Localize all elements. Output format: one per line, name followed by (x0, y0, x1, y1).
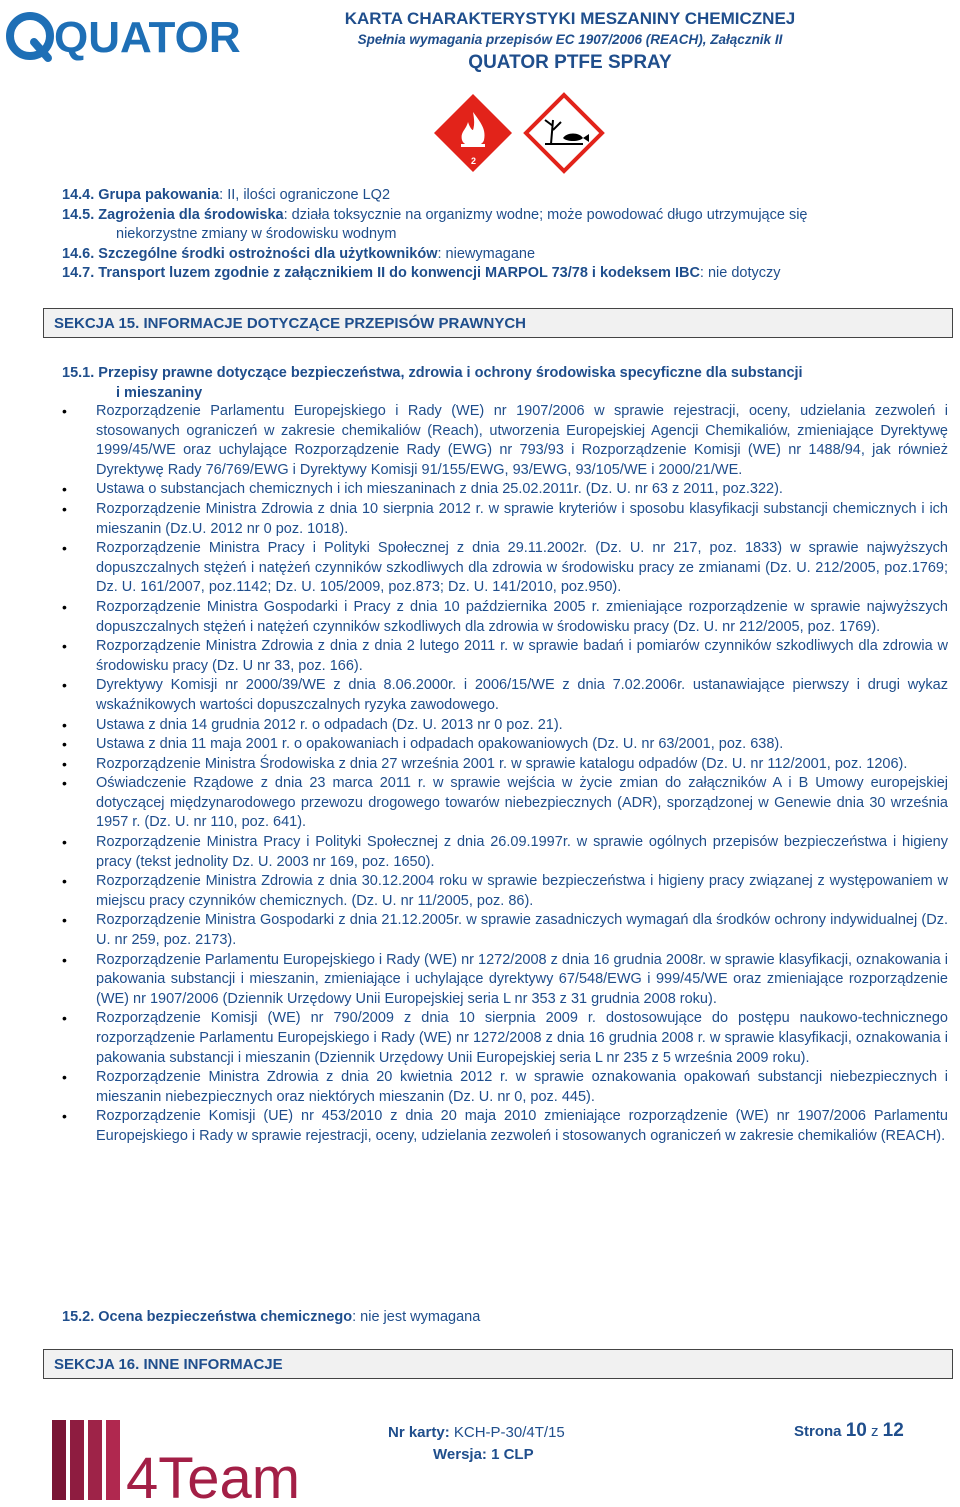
item-14-6-number: 14.6. (62, 245, 95, 262)
subsection-15-2 (62, 1307, 480, 1327)
page-footer (0, 1400, 960, 1507)
list-item: • Rozporządzenie Komisji (UE) nr 453/2010 z dnia 20 maja 2010 zmieniające rozporządzenie (WE) nr 1907/2006 Parlamentu Europejskiego i Rady w sprawie rejestracji, oceny, udzielania zezwoleń i stosowanych ograniczeń w zakresie chemikaliów (REACH). (62, 1107, 948, 1146)
item-14-6-value: : niewymagane (437, 245, 536, 262)
item-14-7-label: Transport luzem zgodnie z załącznikiem II do konwencji MARPOL 73/78 i kodeksem IBC (98, 265, 700, 282)
environment-hazard-pictogram-icon (523, 92, 605, 174)
list-item: • Rozporządzenie Komisji (WE) nr 790/2009 z dnia 10 sierpnia 2009 r. dostosowujące do postępu naukowo-technicznego rozporządzenie Parlamentu Europejskiego i Rady (WE) nr 1272/2008 z dnia 16 grudnia 2008 r. w sprawie klasyfikacji, oznakowania i pakowania substancji i mieszanin (Dziennik Urzędowy Unii Europejskiej seria L nr 235 z 5 września 2009 roku). (62, 1009, 948, 1068)
item-14-4-label: Grupa pakowania (98, 187, 220, 203)
page-header (0, 0, 960, 175)
list-item: • Rozporządzenie Ministra Zdrowia z dnia z dnia 2 lutego 2011 r. w sprawie badań i pomiarów czynników szkodliwych dla zdrowia w środowisku pracy (Dz. U nr 33, poz. 166). (62, 637, 948, 676)
list-item: • Rozporządzenie Ministra Środowiska z dnia 27 września 2001 r. w sprawie katalogu odpadów (Dz. U. nr 112/2001, poz. 1206). (62, 755, 948, 775)
list-item: • Dyrektywy Komisji nr 2000/39/WE z dnia 8.06.2000r. i 2006/15/WE z dnia 7.02.2006r. ustanawiające pierwszy i drugi wykaz wskaźnikowych wartości dopuszczalnych ryzyka zawodowego. (62, 676, 948, 715)
4team-logo (48, 1412, 301, 1507)
subsection-15-2-value: : nie jest wymagana (352, 1309, 481, 1325)
item-14-6-label: Szczególne środki ostrożności dla użytkowników (98, 245, 438, 262)
list-item: • Rozporządzenie Parlamentu Europejskiego i Rady (WE) nr 1907/2006 w sprawie rejestracji, oceny, udzielania zezwoleń i stosowanych ograniczeń w zakresie chemikaliów (Reach), utworzenia Europejskiej Agencji Chemikaliów, zmieniające Dyrektywę 1999/45/WE oraz uchylające Rozporządzenie Rady (EWG) nr 793/93 i Rozporządzenie Komisji (WE) nr 1488/94, jak również Dyrektywę Rady 76/769/EWG i Dyrektywy Komisji 91/155/EWG, 93/EWG, 93/105/WE i 2000/21/WE. (62, 402, 948, 480)
version-label: Wersja: (433, 1446, 487, 1463)
list-item: • Oświadczenie Rządowe z dnia 23 marca 2011 r. w sprawie wejścia w życie zmian do załączników A i B Umowy europejskiej dotyczącej międzynarodowego przewozu drogowego towarów niebezpiecznych (ADR), sporządzonej w Genewie dnia 30 września 1957 r. (Dz. U. nr 110, poz. 641). (62, 774, 948, 833)
item-14-5 (62, 206, 948, 245)
section-15-header: SEKCJA 15. INFORMACJE DOTYCZĄCE PRZEPISÓW PRAWNYCH (43, 308, 953, 338)
list-item: • Rozporządzenie Ministra Pracy i Polityki Społecznej z dnia 26.09.1997r. w sprawie ogólnych przepisów bezpieczeństwa i higieny pracy (tekst jednolity Dz. U. 2003 nr 169, poz. 1650). (62, 833, 948, 872)
document-title-block (220, 8, 920, 76)
item-14-4 (62, 186, 948, 206)
page-current: 10 (845, 1420, 867, 1441)
list-item: • Rozporządzenie Ministra Pracy i Polityki Społecznej z dnia 29.11.2002r. (Dz. U. nr 217, poz. 1833) w sprawie najwyższych dopuszczalnych stężeń i natężeń czynników szkodliwych dla zdrowia w środowisku pracy ze zmianami (Dz. U. 212/2005, poz.1769; Dz. U. 161/2007, poz.1142; Dz. U. 105/2009, poz.873; Dz. U. 141/2010, poz.950). (62, 539, 948, 598)
item-14-4-value: : II, ilości ograniczone LQ2 (219, 187, 391, 203)
list-item: • Rozporządzenie Ministra Zdrowia z dnia 10 sierpnia 2012 r. w sprawie kryteriów i sposobu klasyfikacji substancji chemicznych i ich mieszanin (Dz.U. 2012 nr 0 poz. 1018). (62, 500, 948, 539)
page-separator: z (871, 1423, 879, 1440)
list-item: • Rozporządzenie Ministra Zdrowia z dnia 20 kwietnia 2012 r. w sprawie oznakowania opakowań substancji niebezpiecznych i mieszanin niebezpiecznych oraz niektórych mieszanin (Dz. U. nr 0, poz. 445). (62, 1068, 948, 1107)
list-item: • Ustawa o substancjach chemicznych i ich mieszaninach z dnia 25.02.2011r. (Dz. U. nr 63 z 2011, poz.322). (62, 480, 948, 500)
item-14-5-continuation: niekorzystne zmiany w środowisku wodnym (116, 226, 397, 243)
product-name: QUATOR PTFE SPRAY (468, 52, 672, 73)
list-item: • Ustawa z dnia 11 maja 2001 r. o opakowaniach i odpadach opakowaniowych (Dz. U. nr 63/2001, poz. 638). (62, 735, 948, 755)
card-number-label: Nr karty: (388, 1424, 450, 1441)
section-14-content (62, 186, 948, 284)
regulations-list (62, 402, 948, 1147)
page-label: Strona (794, 1423, 842, 1440)
logo-text: QUATOR (54, 13, 241, 62)
version-value: 1 CLP (491, 1446, 534, 1463)
document-subtitle: Spełnia wymagania przepisów EC 1907/2006 (REACH), Załącznik II (357, 32, 783, 47)
subsection-15-1-title-cont: i mieszaniny (116, 384, 203, 401)
quator-logo (4, 4, 241, 64)
document-title: KARTA CHARAKTERYSTYKI MESZANINY CHEMICZNEJ (344, 9, 796, 28)
item-14-7-number: 14.7. (62, 265, 95, 282)
item-14-7-value: : nie dotyczy (699, 265, 781, 282)
page-total: 12 (882, 1420, 904, 1441)
list-item: • Rozporządzenie Parlamentu Europejskiego i Rady (WE) nr 1272/2008 z dnia 16 grudnia 2008r. w sprawie klasyfikacji, oznakowania i pakowania substancji i mieszanin, zmieniające i uchylające dyrektywy 67/548/EWG i 999/45/WE oraz zmieniające rozporządzenie (WE) nr 1907/2006 (Dziennik Urzędowy Unii Europejskiej seria L nr 353 z 31 grudnia 2008 roku). (62, 951, 948, 1010)
item-14-4-text (62, 186, 390, 206)
item-14-5-value: : działa toksycznie na organizmy wodne; może powodować długo utrzymujące się (283, 206, 808, 223)
item-14-5-label: Zagrożenia dla środowiska (98, 206, 284, 223)
card-number-value: KCH-P-30/4T/15 (453, 1424, 565, 1441)
section-16-header: SEKCJA 16. INNE INFORMACJE (43, 1349, 953, 1379)
team-logo-text: 4Team (126, 1446, 301, 1507)
subsection-15-1-heading (62, 364, 948, 403)
list-item: • Ustawa z dnia 14 grudnia 2012 r. o odpadach (Dz. U. 2013 nr 0 poz. 21). (62, 716, 948, 736)
subsection-15-1-number: 15.1. (62, 365, 95, 381)
subsection-15-1-title: Przepisy prawne dotyczące bezpieczeństwa, zdrowia i ochrony środowiska specyficzne dla substancji (98, 365, 803, 381)
item-14-7 (62, 264, 948, 284)
list-item: • Rozporządzenie Ministra Zdrowia z dnia 30.12.2004 roku w sprawie bezpieczeństwa i higieny pracy związanej z występowaniem w miejscu pracy czynników chemicznych. (Dz. U. nr 11/2005, poz. 86). (62, 872, 948, 911)
flammable-gas-pictogram-icon (432, 92, 514, 174)
card-info (388, 1422, 565, 1466)
item-14-5-number: 14.5. (62, 206, 95, 223)
item-14-4-number: 14.4. (62, 187, 95, 203)
item-14-6 (62, 245, 948, 265)
page-number (794, 1420, 904, 1442)
list-item: • Rozporządzenie Ministra Gospodarki i Pracy z dnia 10 października 2005 r. zmieniające rozporządzenie w sprawie najwyższych dopuszczalnych stężeń i natężeń czynników szkodliwych dla zdrowia w środowisku pracy (Dz. U. nr 212/2005, poz. 1769). (62, 598, 948, 637)
subsection-15-2-label: 15.2. Ocena bezpieczeństwa chemicznego (62, 1309, 353, 1325)
pictogram-class-number: 2 (471, 156, 477, 166)
list-item: • Rozporządzenie Ministra Gospodarki z dnia 21.12.2005r. w sprawie zasadniczych wymagań dla środków ochrony indywidualnej (Dz. U. nr 259, poz. 2173). (62, 911, 948, 950)
